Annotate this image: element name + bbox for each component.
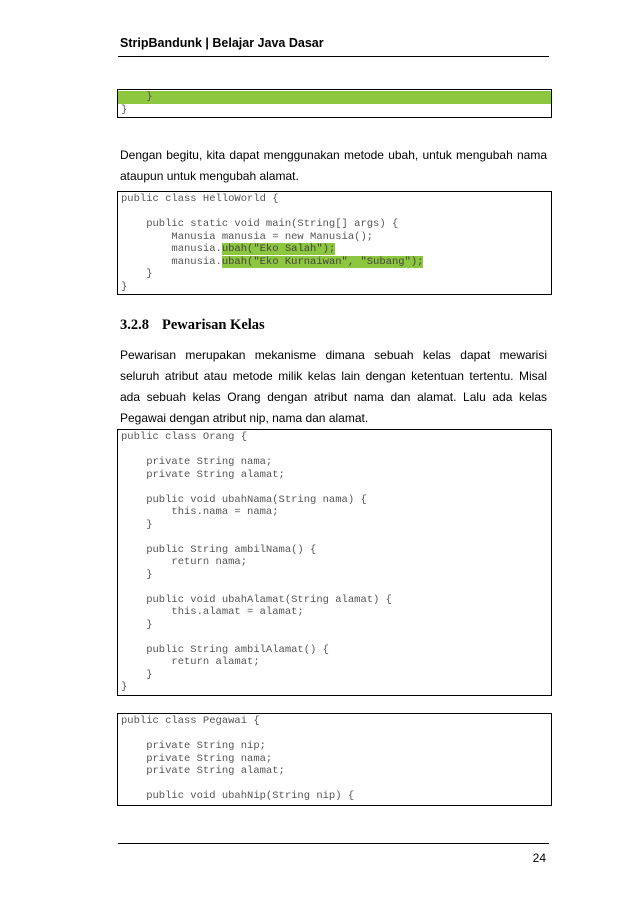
code-text: } xyxy=(121,568,153,581)
code-text: } xyxy=(121,103,128,116)
code-text: this.nama = nama; xyxy=(121,506,279,518)
code-text: this.alamat = alamat; xyxy=(121,606,304,618)
code-line xyxy=(121,594,551,607)
code-text: manusia. xyxy=(121,243,222,255)
code-line xyxy=(121,281,551,294)
code-line xyxy=(121,740,551,753)
paragraph-2: Pewarisan merupakan mekanisme dimana sebuah kelas dapat mewarisi seluruh atribut atau metode milik kelas lain dengan ketentuan tertentu. Misal ada sebuah kelas Orang dengan atribut nama dan alamat. Lalu ada kelas Pegawai dengan atribut nip, nama dan alamat. xyxy=(120,348,547,425)
code-text: return alamat; xyxy=(121,656,260,668)
code-text: public void ubahAlamat(String alamat) { xyxy=(121,593,392,606)
section-heading xyxy=(120,317,265,334)
code-line xyxy=(121,790,551,803)
code-line xyxy=(121,243,551,256)
code-text: public void ubahNip(String nip) { xyxy=(121,790,355,802)
code-text: private String alamat; xyxy=(121,468,285,481)
code-text: private String alamat; xyxy=(121,765,285,777)
code-text: Manusia manusia = new Manusia(); xyxy=(121,230,374,243)
code-text: } xyxy=(121,268,153,280)
running-header-title: StripBandunk | Belajar Java Dasar xyxy=(120,36,324,50)
code-text: } xyxy=(121,618,153,631)
code-text: } xyxy=(121,280,128,293)
section-number: 3.2.8 xyxy=(120,317,149,333)
code-text: public static void main(String[] args) { xyxy=(121,218,399,230)
code-line xyxy=(121,431,551,444)
code-line xyxy=(121,681,551,694)
code-line xyxy=(121,606,551,619)
code-text: private String nama; xyxy=(121,752,273,765)
code-text: private String nip; xyxy=(121,740,266,752)
code-line xyxy=(121,631,551,644)
code-line xyxy=(121,669,551,682)
code-block-2 xyxy=(117,191,552,295)
code-text: } xyxy=(121,518,153,531)
code-text: public class HelloWorld { xyxy=(121,193,279,205)
code-line xyxy=(121,469,551,482)
page-number: 24 xyxy=(532,851,546,865)
code-line xyxy=(121,765,551,778)
code-line xyxy=(121,231,551,244)
code-line xyxy=(121,506,551,519)
code-text: public class Orang { xyxy=(121,431,248,443)
section-title: Pewarisan Kelas xyxy=(162,317,265,333)
code-text: private String nama; xyxy=(121,456,273,468)
code-text: } xyxy=(121,668,153,681)
code-line xyxy=(121,728,551,741)
code-line xyxy=(121,753,551,766)
code-line xyxy=(121,218,551,231)
code-highlight: ubah("Eko Kurnaiwan", "Subang"); xyxy=(221,255,424,268)
code-highlight: ubah("Eko Salah"); xyxy=(221,243,336,255)
code-line xyxy=(121,444,551,457)
code-line xyxy=(121,715,551,728)
code-block-4 xyxy=(117,713,552,806)
code-text: return nama; xyxy=(121,556,248,568)
code-text: public String ambilAlamat() { xyxy=(121,643,329,656)
code-line xyxy=(121,494,551,507)
code-line xyxy=(121,656,551,669)
code-line xyxy=(121,104,551,117)
code-line xyxy=(121,268,551,281)
code-line xyxy=(121,193,551,206)
code-text: } xyxy=(121,681,128,693)
code-text: public String ambilNama() { xyxy=(121,543,317,556)
code-text: public class Pegawai { xyxy=(121,715,260,727)
code-line xyxy=(121,778,551,791)
code-line xyxy=(121,456,551,469)
code-block-3 xyxy=(117,429,552,696)
code-line xyxy=(121,569,551,582)
footer-divider xyxy=(118,843,549,844)
code-line xyxy=(121,519,551,532)
paragraph-1: Dengan begitu, kita dapat menggunakan metode ubah, untuk mengubah nama ataupun untuk mengubah alamat. xyxy=(120,148,547,183)
code-line xyxy=(121,531,551,544)
header-divider xyxy=(118,56,549,57)
code-line xyxy=(121,619,551,632)
code-line xyxy=(121,556,551,569)
code-block-1 xyxy=(117,89,552,118)
code-line xyxy=(121,481,551,494)
code-line xyxy=(118,91,551,104)
code-line xyxy=(121,644,551,657)
code-line xyxy=(121,206,551,219)
code-line xyxy=(121,256,551,269)
code-line xyxy=(121,581,551,594)
code-text: } xyxy=(121,91,153,103)
code-text: manusia. xyxy=(121,255,222,268)
code-text: public void ubahNama(String nama) { xyxy=(121,493,367,506)
code-line xyxy=(121,544,551,557)
